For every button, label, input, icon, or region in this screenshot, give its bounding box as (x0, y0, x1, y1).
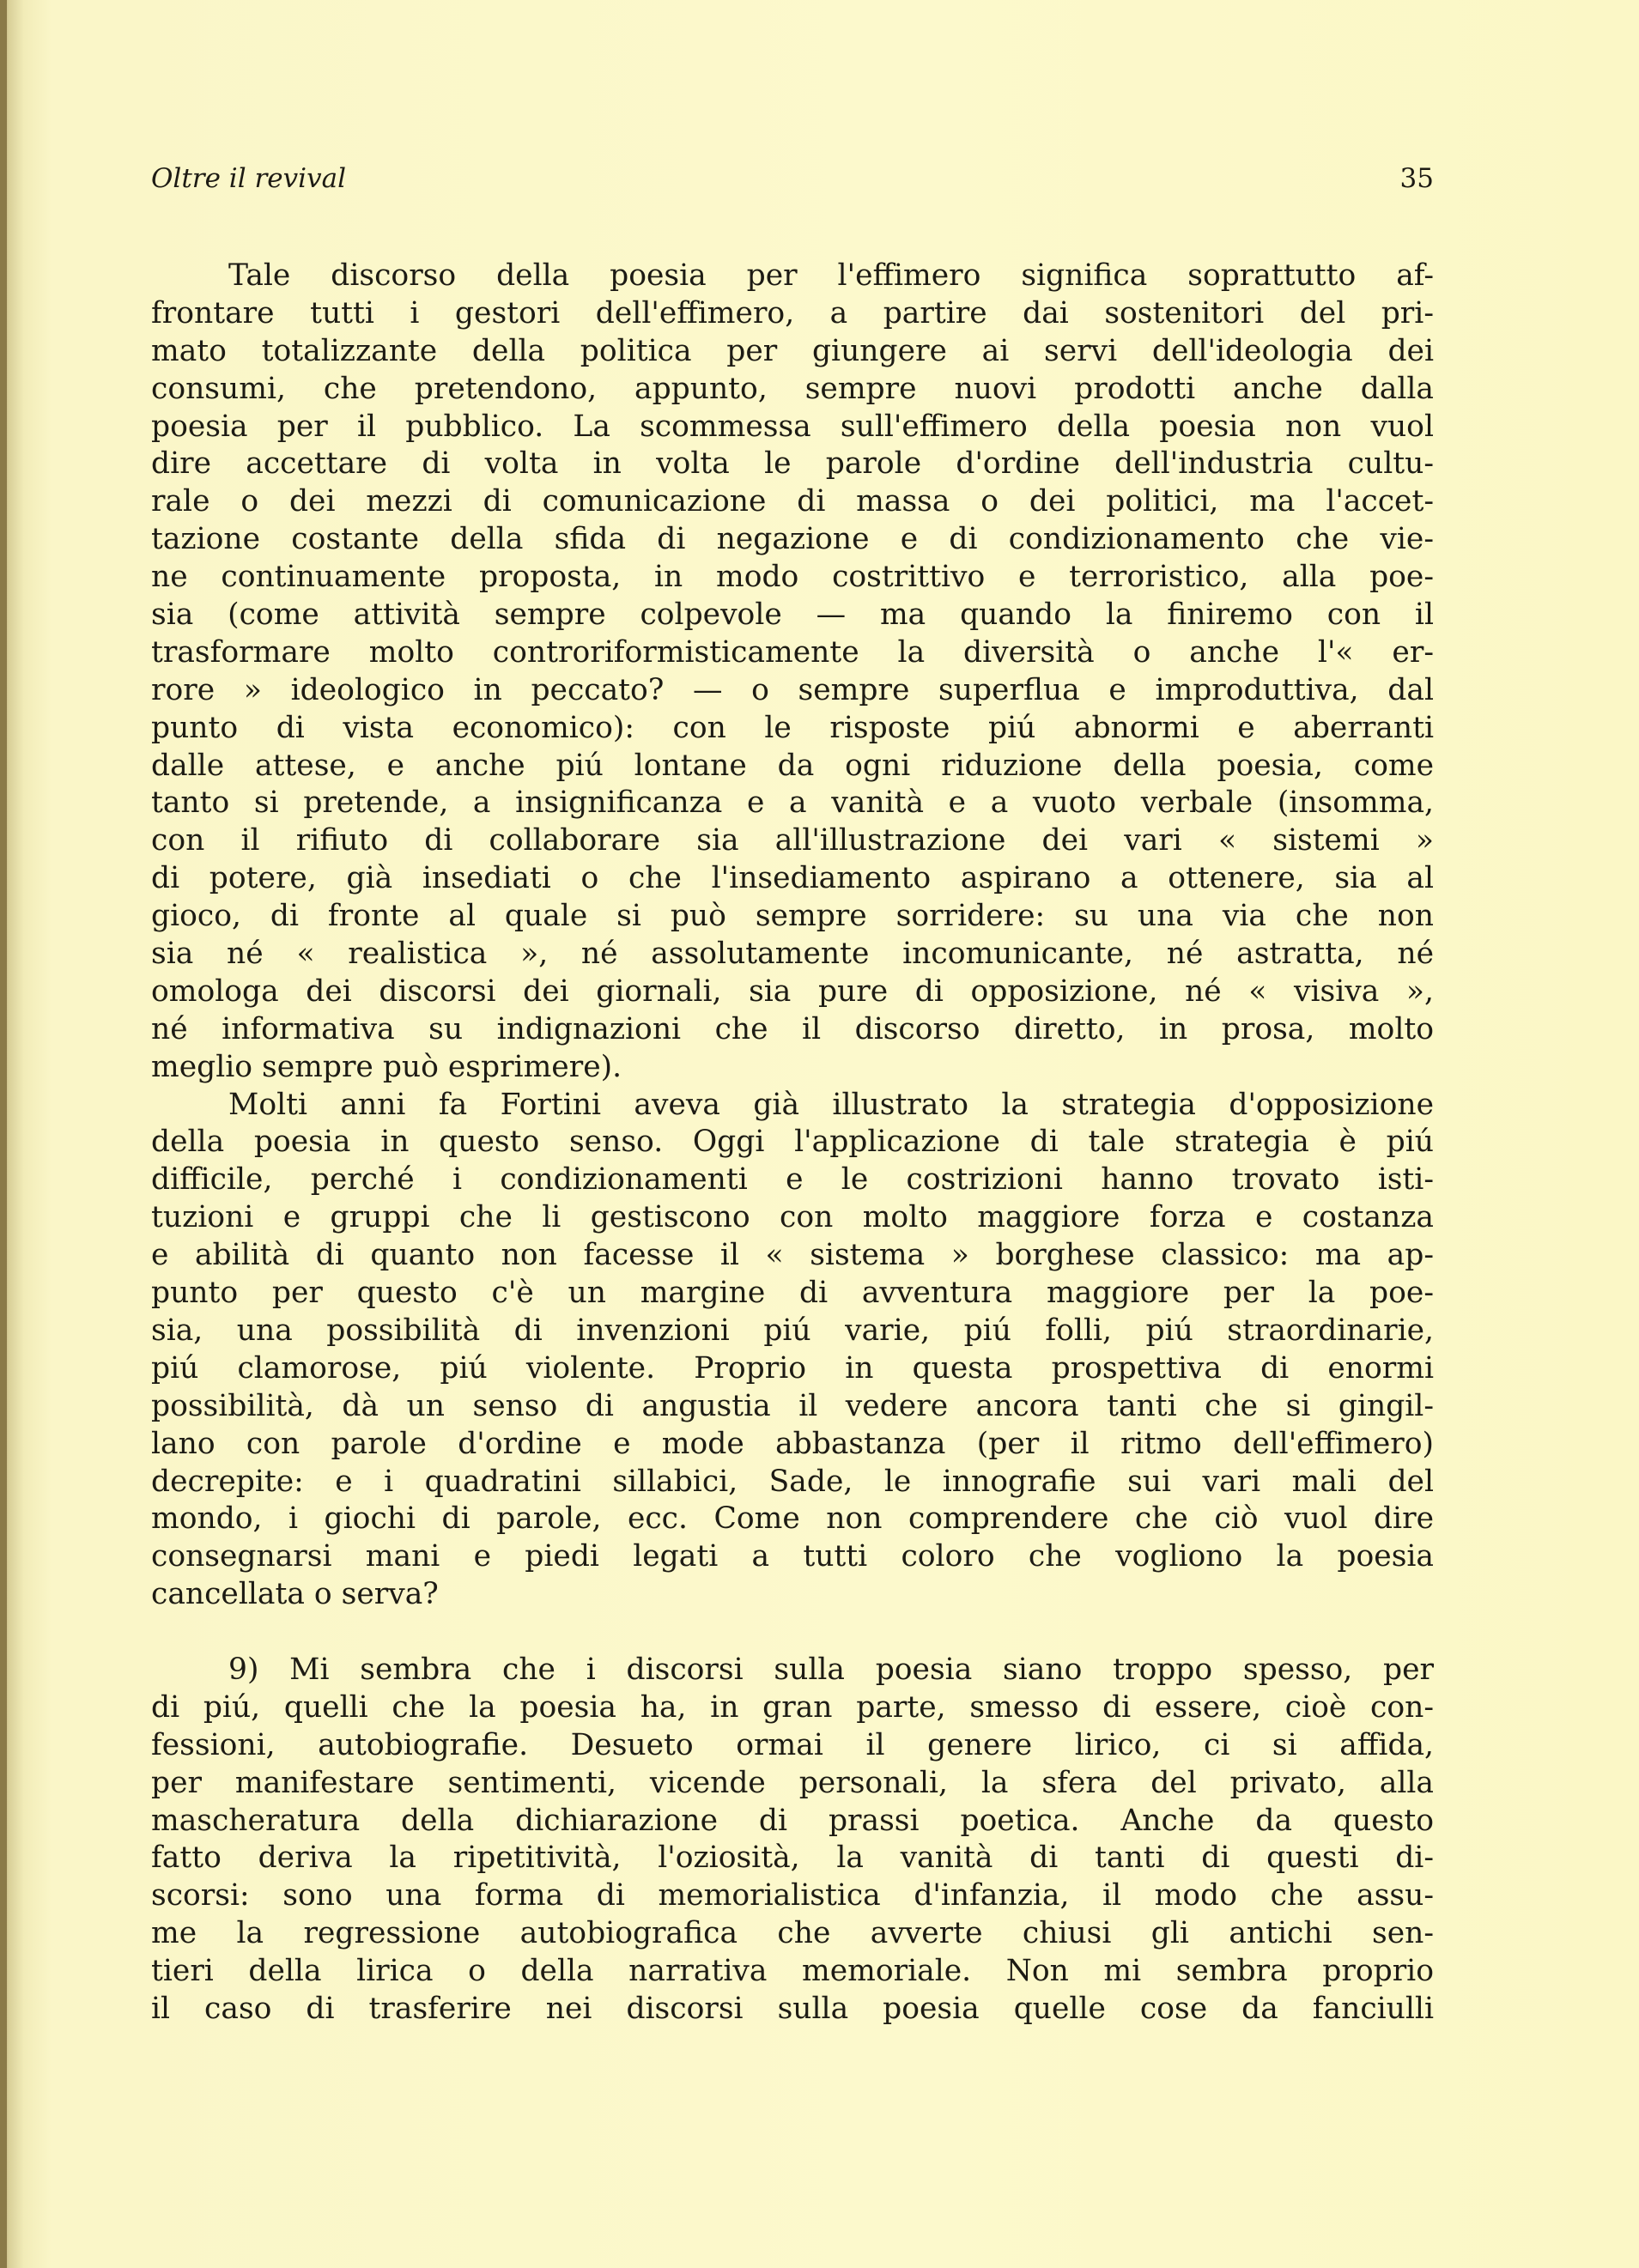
text-line: meglio sempre può esprimere). (151, 1049, 622, 1084)
text-line: consumi, che pretendono, appunto, sempre nuovi prodotti anche dalla (151, 371, 1434, 406)
text-line: punto di vista economico): con le risposte piú abnormi e aberranti (151, 710, 1434, 745)
text-line: decrepite: e i quadratini sillabici, Sade, le innografie sui vari mali del (151, 1464, 1434, 1499)
text-line: di piú, quelli che la poesia ha, in gran parte, smesso di essere, cioè con- (151, 1689, 1434, 1725)
text-line: di potere, già insediati o che l'insediamento aspirano a ottenere, sia al (151, 861, 1434, 896)
text-line: fatto deriva la ripetitività, l'oziosità, la vanità di tanti di questi di- (151, 1840, 1434, 1876)
text-line: cancellata o serva? (151, 1577, 439, 1612)
text-line: lano con parole d'ordine e mode abbastanza (per il ritmo dell'effimero) (151, 1426, 1434, 1461)
body-text (151, 258, 1434, 2028)
text-line: dire accettare di volta in volta le parole d'ordine dell'industria cultu- (151, 446, 1434, 482)
text-line: tanto si pretende, a insignificanza e a vanità e a vuoto verbale (insomma, (151, 785, 1434, 821)
text-line: Tale discorso della poesia per l'effimero significa soprattutto af- (228, 258, 1434, 293)
text-line: tazione costante della sfida di negazione e di condizionamento che vie- (151, 522, 1434, 557)
paragraph-gap (151, 1614, 1434, 1652)
text-line: per manifestare sentimenti, vicende personali, la sfera del privato, alla (151, 1765, 1434, 1800)
text-line: tieri della lirica o della narrativa memoriale. Non mi sembra proprio (151, 1954, 1434, 1989)
text-line: frontare tutti i gestori dell'effimero, a partire dai sostenitori del pri- (151, 295, 1434, 330)
text-line: tuzioni e gruppi che li gestiscono con molto maggiore forza e costanza (151, 1200, 1434, 1235)
text-line: con il rifiuto di collaborare sia all'illustrazione dei vari « sistemi » (151, 823, 1434, 858)
text-line: fessioni, autobiografie. Desueto ormai il genere lirico, ci si affida, (151, 1727, 1434, 1762)
paragraph (151, 1652, 1434, 2028)
text-line: me la regressione autobiografica che avverte chiusi gli antichi sen- (151, 1916, 1434, 1951)
text-line: piú clamorose, piú violente. Proprio in questa prospettiva di enormi (151, 1350, 1434, 1386)
text-line: scorsi: sono una forma di memorialistica d'infanzia, il modo che assu- (151, 1878, 1434, 1913)
text-line: Molti anni fa Fortini aveva già illustrato la strategia d'opposizione (228, 1087, 1434, 1122)
text-line: poesia per il pubblico. La scommessa sull'effimero della poesia non vuol (151, 409, 1434, 444)
running-title: Oltre il revival (151, 163, 346, 194)
text-line: rale o dei mezzi di comunicazione di massa o dei politici, ma l'accet- (151, 484, 1434, 519)
text-line: mato totalizzante della politica per giungere ai servi dell'ideologia dei (151, 333, 1434, 368)
page-number: 35 (1399, 163, 1434, 194)
text-line: consegnarsi mani e piedi legati a tutti coloro che vogliono la poesia (151, 1539, 1434, 1574)
text-line: punto per questo c'è un margine di avventura maggiore per la poe- (151, 1276, 1434, 1311)
text-line: e abilità di quanto non facesse il « sistema » borghese classico: ma ap- (151, 1238, 1434, 1273)
text-line: gioco, di fronte al quale si può sempre sorridere: su una via che non (151, 899, 1434, 934)
text-line: dalle attese, e anche piú lontane da ogni riduzione della poesia, come (151, 748, 1434, 783)
paragraph (151, 1087, 1434, 1614)
text-line: rore » ideologico in peccato? — o sempre superflua e improduttiva, dal (151, 672, 1434, 707)
paragraph (151, 258, 1434, 1087)
text-line: trasformare molto controriformisticamente la diversità o anche l'« er- (151, 634, 1434, 670)
text-line: sia (come attività sempre colpevole — ma quando la finiremo con il (151, 597, 1434, 633)
text-line: difficile, perché i condizionamenti e le costrizioni hanno trovato isti- (151, 1162, 1434, 1198)
page-header (151, 163, 1434, 206)
text-line: mascheratura della dichiarazione di prassi poetica. Anche da questo (151, 1803, 1434, 1838)
text-line: sia né « realistica », né assolutamente incomunicante, né astratta, né (151, 937, 1434, 972)
text-line: della poesia in questo senso. Oggi l'applicazione di tale strategia è piú (151, 1125, 1434, 1160)
text-line: possibilità, dà un senso di angustia il vedere ancora tanti che si gingil- (151, 1388, 1434, 1423)
text-line: né informativa su indignazioni che il discorso diretto, in prosa, molto (151, 1011, 1434, 1046)
text-line: mondo, i giochi di parole, ecc. Come non comprendere che ciò vuol dire (151, 1501, 1434, 1537)
text-line: sia, una possibilità di invenzioni piú varie, piú folli, piú straordinarie, (151, 1313, 1434, 1348)
text-line: omologa dei discorsi dei giornali, sia pure di opposizione, né « visiva », (151, 973, 1434, 1009)
binding-edge (0, 0, 7, 2268)
text-line: ne continuamente proposta, in modo costrittivo e terroristico, alla poe- (151, 560, 1434, 595)
text-line: 9) Mi sembra che i discorsi sulla poesia siano troppo spesso, per (228, 1652, 1434, 1687)
text-line: il caso di trasferire nei discorsi sulla poesia quelle cose da fanciulli (151, 1991, 1434, 2026)
